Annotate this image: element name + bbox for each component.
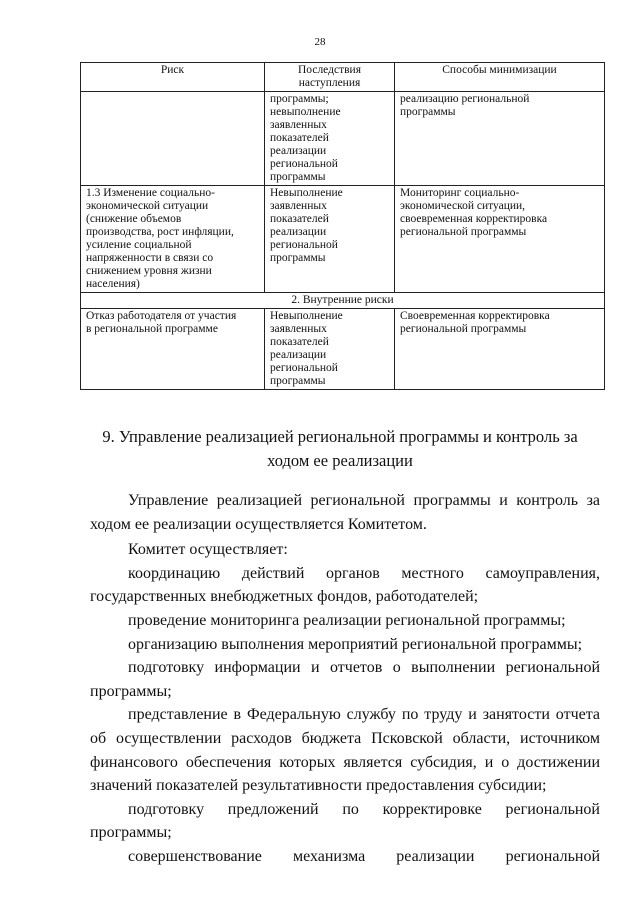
paragraph: Управление реализацией региональной программы и контроль за ходом ее реализации осуществляется Комитетом. — [90, 492, 600, 533]
cell-risk — [81, 92, 265, 186]
cell-consequences — [265, 92, 395, 186]
cell-line: показателей — [270, 132, 329, 144]
paragraph: проведение мониторинга реализации региональной программы; — [128, 611, 566, 629]
section-body — [90, 489, 600, 869]
cell-line: программы; — [270, 93, 329, 105]
cell-line: программы — [270, 375, 326, 387]
paragraph: подготовку предложений по корректировке региональной программы; — [90, 800, 600, 842]
table-row — [81, 186, 605, 293]
cell-line: невыполнение — [270, 106, 341, 118]
cell-consequences — [265, 186, 395, 293]
external-risks-body — [81, 92, 605, 293]
paragraph: подготовку информации и отчетов о выполнении региональной программы; — [90, 659, 600, 700]
risk-table — [80, 62, 605, 390]
paragraph: Комитет осуществляет: — [128, 541, 288, 559]
cell-line: показателей — [270, 336, 329, 348]
cell-line: заявленных — [270, 323, 327, 335]
header-mitigation: Способы минимизации — [395, 63, 605, 92]
page-number: 28 — [314, 36, 326, 48]
cell-risk — [81, 186, 265, 293]
table-row — [81, 92, 605, 186]
cell-line: показателей — [270, 213, 329, 225]
paragraph: координацию действий органов местного самоуправления, государственных внебюджетных фондов, работодателей; — [90, 564, 600, 606]
cell-line: региональной — [270, 158, 338, 170]
cell-line: Невыполнение — [270, 187, 343, 199]
cell-line: своевременная корректировка — [400, 213, 548, 225]
cell-line: региональной — [270, 239, 338, 251]
cell-line: населения) — [86, 278, 140, 290]
section-heading — [100, 425, 580, 473]
header-risk: Риск — [81, 63, 265, 92]
paragraph: представление в Федеральную службу по труду и занятости отчета об осуществлении расходов бюджета Псковской области, источником финансового обеспечения которых является субсидия, и о достижении значений показателей результативности предоставления субсидии; — [90, 706, 600, 795]
header-consequences: Последствия наступления — [265, 63, 395, 92]
section-heading-line2: ходом ее реализации — [267, 451, 413, 470]
cell-line: заявленных — [270, 119, 327, 131]
cell-line: региональной программы — [400, 323, 527, 335]
cell-line: реализации — [270, 145, 327, 157]
cell-line: в региональной программе — [86, 323, 218, 335]
cell-line: напряженности в связи со — [86, 252, 214, 264]
cell-line: Невыполнение — [270, 310, 343, 322]
cell-line: региональной — [270, 362, 338, 374]
cell-risk — [81, 309, 265, 390]
cell-line: (снижение объемов — [86, 213, 182, 225]
paragraph: организацию выполнения мероприятий региональной программы; — [128, 635, 583, 653]
cell-line: реализации — [270, 349, 327, 361]
cell-line: заявленных — [270, 200, 327, 212]
section-header-row — [81, 293, 605, 309]
cell-line: программы — [270, 252, 326, 264]
cell-line: 1.3 Изменение социально- — [86, 187, 215, 199]
cell-consequences — [265, 309, 395, 390]
section-heading-line1: 9. Управление реализацией региональной программы и контроль за — [102, 427, 578, 446]
internal-risks-header: 2. Внутренние риски — [81, 293, 605, 309]
cell-mitigation — [395, 92, 605, 186]
cell-line: производства, рост инфляции, — [86, 226, 234, 238]
cell-mitigation — [395, 309, 605, 390]
table-row — [81, 309, 605, 390]
paragraph: совершенствование механизма реализации региональной — [128, 847, 600, 865]
cell-line: экономической ситуации — [86, 200, 209, 212]
cell-line: программы — [400, 106, 456, 118]
cell-line: экономической ситуации, — [400, 200, 526, 212]
cell-line: Своевременная корректировка — [400, 310, 550, 322]
cell-mitigation — [395, 186, 605, 293]
cell-line: региональной программы — [400, 226, 527, 238]
cell-line: реализации — [270, 226, 327, 238]
internal-risks-body — [81, 309, 605, 390]
cell-line: усиление социальной — [86, 239, 192, 251]
cell-line: Отказ работодателя от участия — [86, 310, 237, 322]
table-header-row — [81, 63, 605, 92]
cell-line: Мониторинг социально- — [400, 187, 520, 199]
cell-line: реализацию региональной — [400, 93, 530, 105]
cell-line: программы — [270, 171, 326, 183]
cell-line: снижением уровня жизни — [86, 265, 212, 277]
